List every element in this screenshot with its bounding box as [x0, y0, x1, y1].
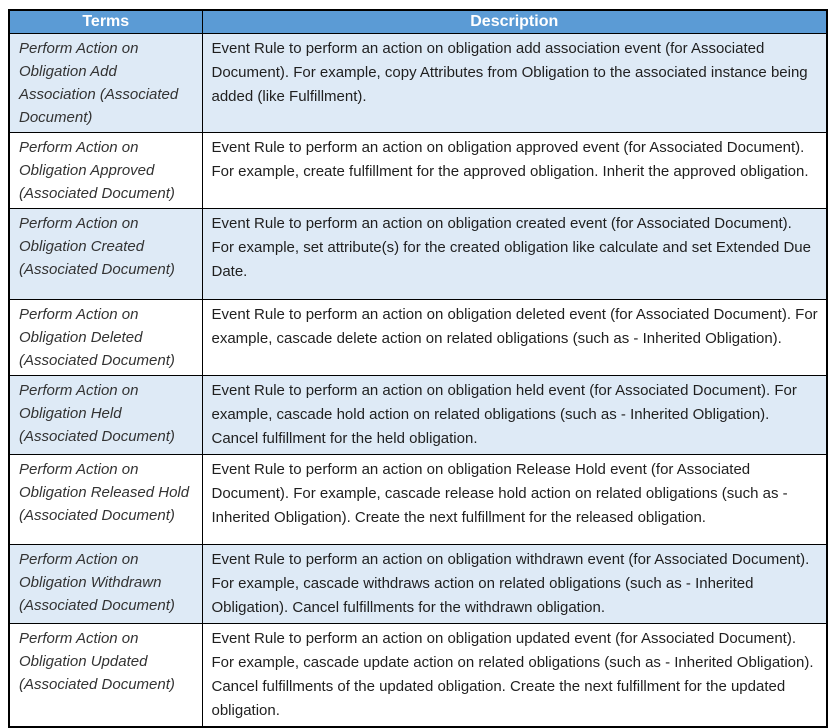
table-row [9, 454, 827, 544]
description-cell: Event Rule to perform an action on obligation deleted event (for Associated Document). For example, cascade delete action on related obligations (such as - Inherited Obligation). [202, 299, 827, 375]
description-cell: Event Rule to perform an action on obligation held event (for Associated Document). For example, cascade hold action on related obligations (such as - Inherited Obligation). Cancel fulfillment for the held obligation. [202, 375, 827, 454]
terms-description-table [8, 9, 828, 728]
term-cell: Perform Action on Obligation Created (Associated Document) [9, 208, 202, 299]
term-cell: Perform Action on Obligation Approved (Associated Document) [9, 132, 202, 208]
table-row [9, 208, 827, 299]
description-cell: Event Rule to perform an action on obligation updated event (for Associated Document). For example, cascade update action on related obligations (such as - Inherited Obligation). Cancel fulfillments of the updated obligation. Create the next fulfillment for the updated obligation. [202, 623, 827, 727]
term-cell: Perform Action on Obligation Released Hold (Associated Document) [9, 454, 202, 544]
term-cell: Perform Action on Obligation Updated (Associated Document) [9, 623, 202, 727]
table-row [9, 544, 827, 623]
description-cell: Event Rule to perform an action on obligation add association event (for Associated Document). For example, copy Attributes from Obligation to the associated instance being added (like Fulfillment). [202, 33, 827, 132]
column-header-terms: Terms [9, 10, 202, 33]
description-cell: Event Rule to perform an action on obligation Release Hold event (for Associated Document). For example, cascade release hold action on related obligations (such as - Inherited Obligation). Create the next fulfillment for the released obligation. [202, 454, 827, 544]
term-cell: Perform Action on Obligation Deleted (Associated Document) [9, 299, 202, 375]
term-cell: Perform Action on Obligation Withdrawn (Associated Document) [9, 544, 202, 623]
description-cell: Event Rule to perform an action on obligation approved event (for Associated Document). For example, create fulfillment for the approved obligation. Inherit the approved obligation. [202, 132, 827, 208]
table-row [9, 299, 827, 375]
table-row [9, 132, 827, 208]
description-cell: Event Rule to perform an action on obligation created event (for Associated Document). For example, set attribute(s) for the created obligation like calculate and set Extended Due Date. [202, 208, 827, 299]
term-cell: Perform Action on Obligation Add Association (Associated Document) [9, 33, 202, 132]
description-cell: Event Rule to perform an action on obligation withdrawn event (for Associated Document). For example, cascade withdraws action on related obligations (such as - Inherited Obligation). Cancel fulfillments for the withdrawn obligation. [202, 544, 827, 623]
table-row [9, 623, 827, 727]
term-cell: Perform Action on Obligation Held (Associated Document) [9, 375, 202, 454]
table-row [9, 375, 827, 454]
column-header-description: Description [202, 10, 827, 33]
header-row [9, 10, 827, 33]
table-row [9, 33, 827, 132]
